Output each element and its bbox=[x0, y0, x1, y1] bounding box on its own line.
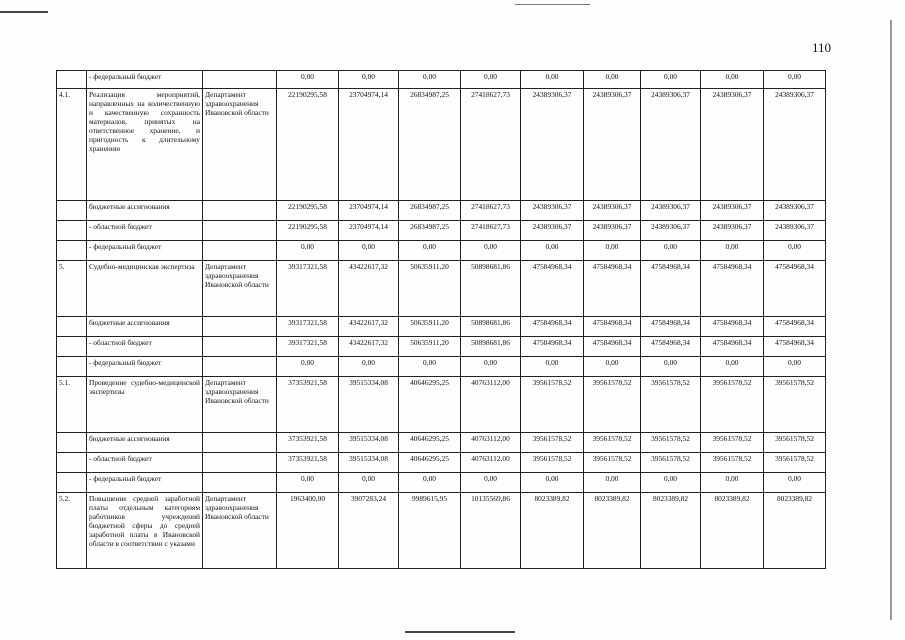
value-cell: 22190295,58 bbox=[277, 201, 339, 221]
value-cell: 39561578,52 bbox=[584, 377, 641, 433]
value-cell: 47584968,34 bbox=[521, 337, 584, 357]
value-cell: 0,00 bbox=[521, 71, 584, 89]
value-cell: 50635911,20 bbox=[399, 261, 461, 317]
value-cell: 39317321,58 bbox=[277, 337, 339, 357]
value-cell: 39561578,52 bbox=[764, 377, 826, 433]
value-cell: 40763112,00 bbox=[461, 433, 521, 453]
row-name: бюджетные ассигнования bbox=[87, 433, 203, 453]
value-cell: 39561578,52 bbox=[764, 433, 826, 453]
row-department bbox=[203, 337, 277, 357]
value-cell: 37353921,58 bbox=[277, 377, 339, 433]
table-row bbox=[57, 221, 826, 241]
value-cell: 0,00 bbox=[461, 357, 521, 377]
value-cell: 39317321,58 bbox=[277, 317, 339, 337]
value-cell: 0,00 bbox=[339, 71, 399, 89]
row-name: - федеральный бюджет bbox=[87, 473, 203, 493]
value-cell: 47584968,34 bbox=[584, 261, 641, 317]
value-cell: 47584968,34 bbox=[701, 317, 764, 337]
row-code bbox=[57, 317, 87, 337]
value-cell: 0,00 bbox=[521, 241, 584, 261]
value-cell: 37353921,58 bbox=[277, 453, 339, 473]
table-row bbox=[57, 453, 826, 473]
scan-artifact-top-center bbox=[515, 4, 590, 5]
value-cell: 23704974,14 bbox=[339, 201, 399, 221]
value-cell: 0,00 bbox=[399, 71, 461, 89]
row-name: - федеральный бюджет bbox=[87, 71, 203, 89]
value-cell: 0,00 bbox=[641, 357, 701, 377]
value-cell: 0,00 bbox=[461, 473, 521, 493]
value-cell: 24389306,37 bbox=[701, 89, 764, 201]
value-cell: 0,00 bbox=[641, 71, 701, 89]
row-name: - областной бюджет bbox=[87, 221, 203, 241]
value-cell: 0,00 bbox=[584, 241, 641, 261]
row-code bbox=[57, 473, 87, 493]
scan-artifact-top-left bbox=[0, 11, 48, 13]
value-cell: 0,00 bbox=[277, 241, 339, 261]
value-cell: 0,00 bbox=[764, 71, 826, 89]
row-department bbox=[203, 357, 277, 377]
value-cell: 50898681,86 bbox=[461, 317, 521, 337]
scan-artifact-bottom bbox=[405, 631, 515, 633]
value-cell: 40646295,25 bbox=[399, 377, 461, 433]
row-code bbox=[57, 221, 87, 241]
value-cell: 0,00 bbox=[641, 241, 701, 261]
value-cell: 39561578,52 bbox=[701, 377, 764, 433]
value-cell: 50635911,20 bbox=[399, 317, 461, 337]
value-cell: 0,00 bbox=[584, 71, 641, 89]
value-cell: 24389306,37 bbox=[584, 221, 641, 241]
value-cell: 24389306,37 bbox=[584, 89, 641, 201]
row-code: 5. bbox=[57, 261, 87, 317]
value-cell: 24389306,37 bbox=[764, 221, 826, 241]
table-row bbox=[57, 241, 826, 261]
value-cell: 9989615,95 bbox=[399, 493, 461, 569]
value-cell: 24389306,37 bbox=[521, 201, 584, 221]
value-cell: 47584968,34 bbox=[521, 261, 584, 317]
row-name: - областной бюджет bbox=[87, 337, 203, 357]
value-cell: 22190295,58 bbox=[277, 89, 339, 201]
value-cell: 0,00 bbox=[461, 241, 521, 261]
row-name: - областной бюджет bbox=[87, 453, 203, 473]
value-cell: 0,00 bbox=[461, 71, 521, 89]
value-cell: 0,00 bbox=[764, 241, 826, 261]
row-department: Департамент здравоохранения Ивановской области bbox=[203, 377, 277, 433]
value-cell: 0,00 bbox=[399, 357, 461, 377]
value-cell: 27418627,73 bbox=[461, 221, 521, 241]
row-code bbox=[57, 433, 87, 453]
value-cell: 43422617,32 bbox=[339, 261, 399, 317]
row-name: бюджетные ассигнования bbox=[87, 317, 203, 337]
value-cell: 23704974,14 bbox=[339, 221, 399, 241]
value-cell: 27418627,73 bbox=[461, 201, 521, 221]
value-cell: 24389306,37 bbox=[521, 89, 584, 201]
value-cell: 0,00 bbox=[521, 473, 584, 493]
row-code bbox=[57, 453, 87, 473]
value-cell: 27418627,73 bbox=[461, 89, 521, 201]
scan-artifact-right-edge bbox=[890, 20, 892, 620]
value-cell: 24389306,37 bbox=[641, 201, 701, 221]
value-cell: 0,00 bbox=[701, 357, 764, 377]
row-code: 5.2. bbox=[57, 493, 87, 569]
value-cell: 26834987,25 bbox=[399, 89, 461, 201]
row-name: Проведение судебно-медицинской экспертизы bbox=[87, 377, 203, 433]
value-cell: 39317321,58 bbox=[277, 261, 339, 317]
value-cell: 24389306,37 bbox=[521, 221, 584, 241]
value-cell: 0,00 bbox=[277, 473, 339, 493]
row-department bbox=[203, 221, 277, 241]
value-cell: 47584968,34 bbox=[764, 261, 826, 317]
value-cell: 39515334,08 bbox=[339, 453, 399, 473]
value-cell: 47584968,34 bbox=[701, 337, 764, 357]
value-cell: 8023389,82 bbox=[641, 493, 701, 569]
value-cell: 0,00 bbox=[764, 473, 826, 493]
value-cell: 0,00 bbox=[764, 357, 826, 377]
value-cell: 24389306,37 bbox=[641, 89, 701, 201]
value-cell: 47584968,34 bbox=[641, 261, 701, 317]
value-cell: 0,00 bbox=[701, 241, 764, 261]
value-cell: 47584968,34 bbox=[521, 317, 584, 337]
value-cell: 39515334,08 bbox=[339, 433, 399, 453]
value-cell: 47584968,34 bbox=[641, 317, 701, 337]
value-cell: 47584968,34 bbox=[584, 317, 641, 337]
value-cell: 39561578,52 bbox=[584, 433, 641, 453]
value-cell: 3907283,24 bbox=[339, 493, 399, 569]
value-cell: 24389306,37 bbox=[764, 89, 826, 201]
value-cell: 39561578,52 bbox=[584, 453, 641, 473]
value-cell: 39561578,52 bbox=[521, 453, 584, 473]
value-cell: 0,00 bbox=[641, 473, 701, 493]
value-cell: 47584968,34 bbox=[701, 261, 764, 317]
table-row bbox=[57, 71, 826, 89]
value-cell: 39561578,52 bbox=[641, 433, 701, 453]
value-cell: 39561578,52 bbox=[701, 453, 764, 473]
value-cell: 8023389,82 bbox=[764, 493, 826, 569]
value-cell: 39561578,52 bbox=[641, 377, 701, 433]
row-department bbox=[203, 201, 277, 221]
table-row bbox=[57, 337, 826, 357]
row-department: Департамент здравоохранения Ивановской области bbox=[203, 89, 277, 201]
value-cell: 8023389,82 bbox=[584, 493, 641, 569]
value-cell: 24389306,37 bbox=[764, 201, 826, 221]
value-cell: 39561578,52 bbox=[521, 377, 584, 433]
row-name: - федеральный бюджет bbox=[87, 241, 203, 261]
value-cell: 47584968,34 bbox=[764, 337, 826, 357]
row-code bbox=[57, 241, 87, 261]
row-department: Департамент здравоохранения Ивановской области bbox=[203, 261, 277, 317]
value-cell: 47584968,34 bbox=[641, 337, 701, 357]
value-cell: 26834987,25 bbox=[399, 201, 461, 221]
row-department bbox=[203, 453, 277, 473]
row-name: Судебно-медицинская экспертиза bbox=[87, 261, 203, 317]
value-cell: 39561578,52 bbox=[701, 433, 764, 453]
table-row bbox=[57, 317, 826, 337]
row-name: - федеральный бюджет bbox=[87, 357, 203, 377]
value-cell: 39515334,08 bbox=[339, 377, 399, 433]
value-cell: 10135569,86 bbox=[461, 493, 521, 569]
row-department bbox=[203, 473, 277, 493]
page-number: 110 bbox=[812, 40, 832, 55]
value-cell: 43422617,32 bbox=[339, 317, 399, 337]
value-cell: 43422617,32 bbox=[339, 337, 399, 357]
value-cell: 0,00 bbox=[339, 241, 399, 261]
value-cell: 50898681,86 bbox=[461, 337, 521, 357]
value-cell: 40763112,00 bbox=[461, 453, 521, 473]
table-row bbox=[57, 473, 826, 493]
value-cell: 40763112,00 bbox=[461, 377, 521, 433]
value-cell: 0,00 bbox=[584, 473, 641, 493]
value-cell: 0,00 bbox=[701, 71, 764, 89]
value-cell: 0,00 bbox=[521, 357, 584, 377]
value-cell: 0,00 bbox=[339, 473, 399, 493]
value-cell: 0,00 bbox=[399, 241, 461, 261]
row-code bbox=[57, 357, 87, 377]
value-cell: 0,00 bbox=[399, 473, 461, 493]
table-row bbox=[57, 377, 826, 433]
value-cell: 24389306,37 bbox=[701, 221, 764, 241]
row-code: 5.1. bbox=[57, 377, 87, 433]
value-cell: 0,00 bbox=[701, 473, 764, 493]
value-cell: 1963400,00 bbox=[277, 493, 339, 569]
table-row bbox=[57, 201, 826, 221]
value-cell: 0,00 bbox=[277, 71, 339, 89]
row-department bbox=[203, 241, 277, 261]
row-code bbox=[57, 71, 87, 89]
table-row bbox=[57, 261, 826, 317]
value-cell: 0,00 bbox=[339, 357, 399, 377]
table-row bbox=[57, 433, 826, 453]
value-cell: 26834987,25 bbox=[399, 221, 461, 241]
value-cell: 8023389,82 bbox=[521, 493, 584, 569]
value-cell: 39561578,52 bbox=[521, 433, 584, 453]
value-cell: 40646295,25 bbox=[399, 453, 461, 473]
table-row bbox=[57, 89, 826, 201]
row-name: Реализация мероприятий, направленных на количественную и качественную сохранность материалов, принятых на ответственное хранение, и пригодность к длительному хранению bbox=[87, 89, 203, 201]
budget-table bbox=[56, 70, 826, 569]
row-code bbox=[57, 337, 87, 357]
row-department bbox=[203, 71, 277, 89]
value-cell: 0,00 bbox=[584, 357, 641, 377]
value-cell: 39561578,52 bbox=[764, 453, 826, 473]
row-name: бюджетные ассигнования bbox=[87, 201, 203, 221]
value-cell: 24389306,37 bbox=[641, 221, 701, 241]
row-code bbox=[57, 201, 87, 221]
value-cell: 22190295,58 bbox=[277, 221, 339, 241]
value-cell: 0,00 bbox=[277, 357, 339, 377]
value-cell: 24389306,37 bbox=[701, 201, 764, 221]
row-name: Повышение средней заработной платы отдельным категориям работников учреждений бюджетной сферы до средней заработной платы в Ивановской области в соответствии с указами bbox=[87, 493, 203, 569]
value-cell: 24389306,37 bbox=[584, 201, 641, 221]
value-cell: 50898681,86 bbox=[461, 261, 521, 317]
row-department: Департамент здравоохранения Ивановской области bbox=[203, 493, 277, 569]
row-department bbox=[203, 317, 277, 337]
value-cell: 47584968,34 bbox=[764, 317, 826, 337]
row-department bbox=[203, 433, 277, 453]
value-cell: 47584968,34 bbox=[584, 337, 641, 357]
value-cell: 40646295,25 bbox=[399, 433, 461, 453]
value-cell: 50635911,20 bbox=[399, 337, 461, 357]
value-cell: 8023389,82 bbox=[701, 493, 764, 569]
value-cell: 37353921,58 bbox=[277, 433, 339, 453]
table-row bbox=[57, 357, 826, 377]
table-row bbox=[57, 493, 826, 569]
value-cell: 39561578,52 bbox=[641, 453, 701, 473]
row-code: 4.1. bbox=[57, 89, 87, 201]
value-cell: 23704974,14 bbox=[339, 89, 399, 201]
